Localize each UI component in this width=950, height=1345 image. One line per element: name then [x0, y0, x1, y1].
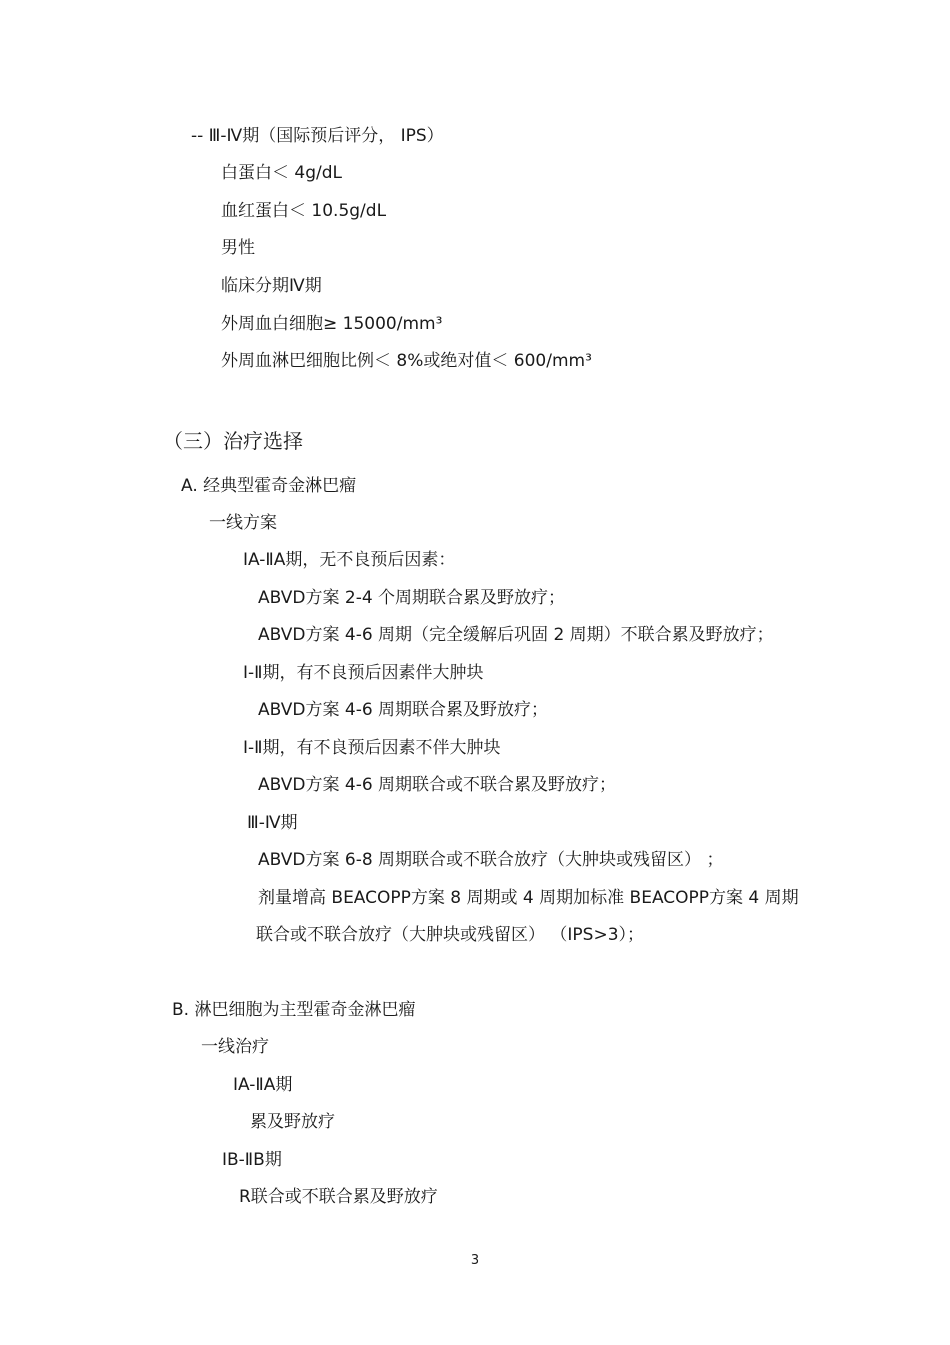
- section-a-line: 联合或不联合放疗（大肿块或残留区） （IPS>3）；: [256, 925, 645, 945]
- section-a-line: Ⅰ-Ⅱ期，有不良预后因素不伴大肿块: [243, 738, 501, 758]
- ips-title: -- Ⅲ-Ⅳ期（国际预后评分， IPS）: [191, 126, 444, 146]
- section-a-line: ABVD方案 4-6 周期（完全缓解后巩固 2 周期）不联合累及野放疗；: [258, 625, 774, 645]
- ips-item-albumin: 白蛋白＜ 4g/dL: [221, 163, 343, 183]
- section-b-line: ⅠA-ⅡA期: [233, 1075, 293, 1095]
- section-b-subtitle: 一线治疗: [201, 1037, 269, 1057]
- ips-item-stage-iv: 临床分期Ⅳ期: [221, 276, 322, 296]
- section-a-line: ABVD方案 2-4 个周期联合累及野放疗；: [258, 588, 566, 608]
- section-a-line: Ⅰ-Ⅱ期，有不良预后因素伴大肿块: [243, 663, 484, 683]
- section-b-line: R联合或不联合累及野放疗: [239, 1187, 438, 1207]
- section-a-line: ⅠA-ⅡA期，无不良预后因素：: [243, 550, 456, 570]
- section-a-title: A. 经典型霍奇金淋巴瘤: [181, 476, 357, 496]
- section-a-line: ABVD方案 6-8 周期联合或不联合放疗（大肿块或残留区） ；: [258, 850, 724, 870]
- treatment-heading: （三）治疗选择: [163, 429, 303, 453]
- ips-item-male: 男性: [221, 238, 255, 258]
- ips-item-wbc: 外周血白细胞≥ 15000/mm³: [221, 314, 443, 334]
- section-b-line: 累及野放疗: [250, 1112, 335, 1132]
- section-a-line: ABVD方案 4-6 周期联合或不联合累及野放疗；: [258, 775, 617, 795]
- section-a-line: Ⅲ-Ⅳ期: [247, 813, 298, 833]
- section-a-line: 剂量增高 BEACOPP方案 8 周期或 4 周期加标准 BEACOPP方案 4 周期: [258, 888, 799, 908]
- page-number: 3: [470, 1253, 480, 1268]
- ips-item-lymphocyte: 外周血淋巴细胞比例＜ 8%或绝对值＜ 600/mm³: [221, 351, 592, 371]
- section-b-line: ⅠB-ⅡB期: [222, 1150, 282, 1170]
- section-b-title: B. 淋巴细胞为主型霍奇金淋巴瘤: [172, 1000, 416, 1020]
- ips-item-hemoglobin: 血红蛋白＜ 10.5g/dL: [221, 201, 387, 221]
- section-a-subtitle: 一线方案: [209, 513, 277, 533]
- section-a-line: ABVD方案 4-6 周期联合累及野放疗；: [258, 700, 549, 720]
